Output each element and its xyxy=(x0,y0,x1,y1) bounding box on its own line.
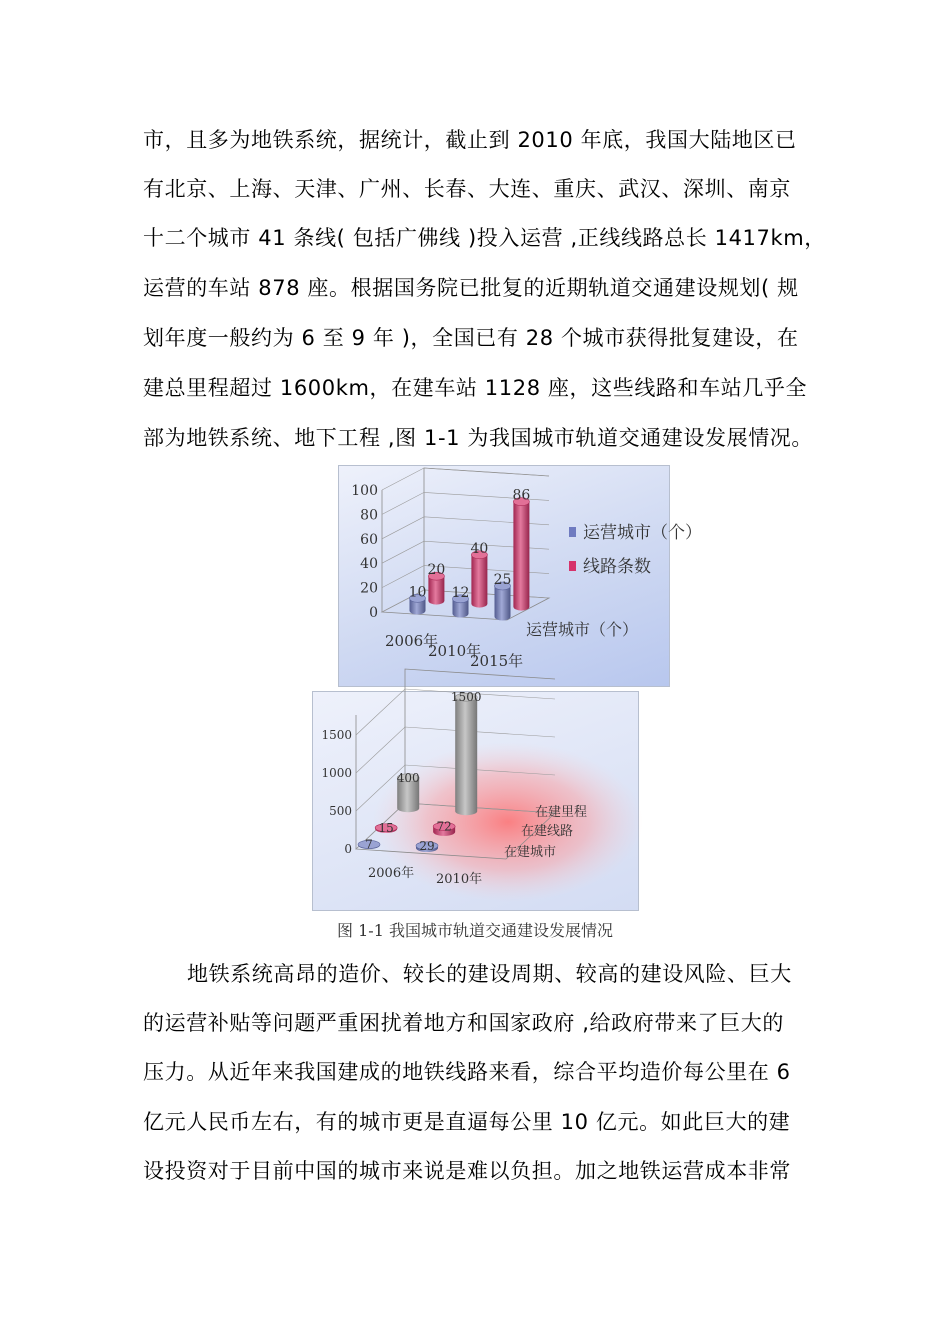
series-label: 在建里程 xyxy=(535,805,588,820)
data-label: 10 xyxy=(408,584,427,601)
text-line: 十二个城市 41 条线( 包括广佛线 )投入运营 ,正线线路总长 1417km， xyxy=(143,226,826,250)
series-label: 在建城市 xyxy=(504,845,557,860)
data-label: 29 xyxy=(419,838,435,853)
y-tick-label: 80 xyxy=(360,507,378,524)
data-label: 15 xyxy=(378,820,394,835)
data-label: 86 xyxy=(512,487,531,504)
data-label: 400 xyxy=(396,770,420,785)
legend-label: 线路条数 xyxy=(583,557,651,577)
series-label: 在建线路 xyxy=(521,824,574,839)
text-line: 建总里程超过 1600km，在建车站 1128 座，这些线路和车站几乎全 xyxy=(143,376,808,400)
bar xyxy=(513,502,529,611)
x-tick-label: 2010年 xyxy=(436,872,483,887)
y-tick-label: 0 xyxy=(344,842,352,856)
y-tick-label: 60 xyxy=(360,531,378,548)
chart-construction-svg xyxy=(313,692,638,910)
data-label: 1500 xyxy=(450,690,482,705)
text-line: 有北京、上海、天津、广州、长春、大连、重庆、武汉、深圳、南京 xyxy=(143,177,791,201)
chart-under-construction xyxy=(312,691,639,911)
text-line: 市，且多为地铁系统，据统计，截止到 2010 年底，我国大陆地区已 xyxy=(143,128,797,152)
chart-operating xyxy=(338,465,702,687)
legend-swatch xyxy=(569,561,576,571)
y-tick-label: 40 xyxy=(360,556,378,573)
x-tick-label: 2006年 xyxy=(385,632,439,650)
bar xyxy=(495,586,511,621)
y-tick-label: 100 xyxy=(351,483,378,499)
data-label: 40 xyxy=(470,540,489,557)
text-line: 亿元人民币左右，有的城市更是直逼每公里 10 亿元。如此巨大的建 xyxy=(143,1110,791,1134)
text-line: 设投资对于目前中国的城市来说是难以负担。加之地铁运营成本非常 xyxy=(143,1159,791,1183)
bar xyxy=(455,697,477,815)
x-tick-label: 2010年 xyxy=(428,642,482,660)
chart-operating-svg xyxy=(339,466,702,686)
y-tick-label: 0 xyxy=(369,605,378,621)
text-line: 地铁系统高昂的造价、较长的建设周期、较高的建设风险、巨大 xyxy=(187,962,792,986)
x-tick-label: 2015年 xyxy=(470,652,524,670)
legend-label: 运营城市（个） xyxy=(583,523,702,543)
data-label: 20 xyxy=(427,562,446,579)
data-label: 72 xyxy=(436,819,452,834)
bar xyxy=(471,555,487,608)
y-tick-label: 1500 xyxy=(321,728,352,742)
legend-swatch xyxy=(569,527,576,537)
text-line: 的运营补贴等问题严重困扰着地方和国家政府 ,给政府带来了巨大的 xyxy=(143,1011,784,1035)
figure-caption: 图 1-1 我国城市轨道交通建设发展情况 xyxy=(337,921,613,940)
y-tick-label: 20 xyxy=(360,580,378,597)
data-label: 7 xyxy=(365,837,373,852)
y-tick-label: 500 xyxy=(329,804,352,818)
text-line: 部为地铁系统、地下工程 ,图 1-1 为我国城市轨道交通建设发展情况。 xyxy=(143,426,813,450)
text-line: 压力。从近年来我国建成的地铁线路来看，综合平均造价每公里在 6 xyxy=(143,1060,791,1084)
x-tick-label: 2006年 xyxy=(368,866,415,881)
data-label: 12 xyxy=(451,584,470,601)
depth-axis-label: 运营城市（个） xyxy=(526,620,639,639)
data-label: 25 xyxy=(493,572,512,588)
text-line: 运营的车站 878 座。根据国务院已批复的近期轨道交通建设规划( 规 xyxy=(143,276,799,300)
y-tick-label: 1000 xyxy=(321,766,352,780)
text-line: 划年度一般约为 6 至 9 年 )，全国已有 28 个城市获得批复建设，在 xyxy=(143,326,799,350)
